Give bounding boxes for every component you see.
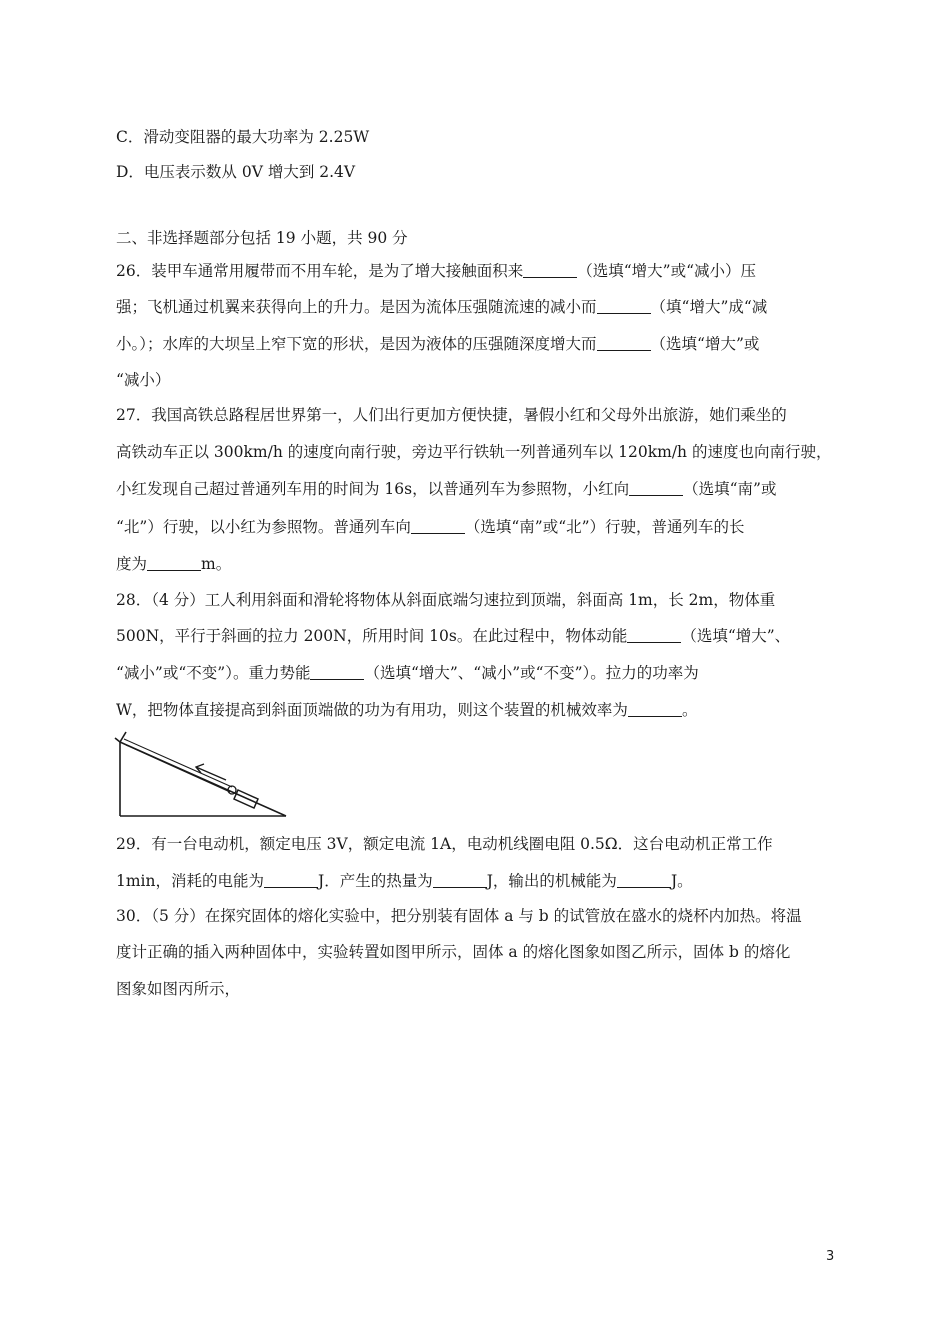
section-heading: 二、非选择题部分包括 19 小题，共 90 分 bbox=[116, 229, 408, 247]
answer-blank[interactable] bbox=[147, 556, 201, 571]
q27-line-5: 度为 m。 bbox=[116, 555, 232, 573]
q29-line-1: 29．有一台电动机，额定电压 3V，额定电流 1A，电动机线圈电阻 0.5Ω．这台电动机正常工作 bbox=[116, 835, 773, 853]
q29-line-2: 1min，消耗的电能为 J．产生的热量为 J，输出的机械能为 J。 bbox=[116, 872, 693, 890]
answer-blank[interactable] bbox=[628, 702, 682, 717]
answer-blank[interactable] bbox=[310, 665, 364, 680]
answer-blank[interactable] bbox=[597, 299, 651, 314]
q26-line-3: 小。）；水库的大坝呈上窄下宽的形状，是因为液体的压强随深度增大而 （选填“增大”或 bbox=[116, 335, 760, 353]
q27-line-4: “北”）行驶，以小红为参照物。普通列车向 （选填“南”或“北”）行驶，普通列车的长 bbox=[116, 518, 745, 536]
q28-line-1: 28．（4 分）工人利用斜面和滑轮将物体从斜面底端匀速拉到顶端，斜面高 1m，长 2m，物体重 bbox=[116, 591, 776, 609]
pulley-bracket-lower bbox=[115, 738, 120, 742]
answer-blank[interactable] bbox=[629, 481, 683, 496]
rope-upper bbox=[124, 739, 232, 787]
q26-line-2: 强；飞机通过机翼来获得向上的升力。是因为流体压强随流速的减小而 （填“增大”成“减 bbox=[116, 298, 768, 316]
q27-line-2: 高铁动车正以 300km/h 的速度向南行驶，旁边平行铁轨一列普通列车以 120km/h 的速度也向南行驶， bbox=[116, 443, 832, 461]
q27-line-1: 27．我国高铁总路程居世界第一，人们出行更加方便快捷，暑假小红和父母外出旅游，她们乘坐的 bbox=[116, 406, 787, 424]
option-d: D．电压表示数从 0V 增大到 2.4V bbox=[116, 163, 356, 181]
answer-blank[interactable] bbox=[617, 873, 671, 888]
q30-line-2: 度计正确的插入两种固体中，实验转置如图甲所示，固体 a 的熔化图象如图乙所示，固体 b 的熔化 bbox=[116, 943, 791, 961]
pulley-bracket bbox=[120, 732, 126, 742]
page-number: 3 bbox=[826, 1249, 835, 1264]
answer-blank[interactable] bbox=[597, 336, 651, 351]
answer-blank[interactable] bbox=[627, 628, 681, 643]
q28-line-2: 500N，平行于斜画的拉力 200N，所用时间 10s。在此过程中，物体动能 （选填“增大”、 bbox=[116, 627, 791, 645]
q28-line-3: “减小”或“不变”）。重力势能 （选填“增大”、“减小”或“不变”）。拉力的功率为 bbox=[116, 664, 699, 682]
q27-line-3: 小红发现自己超过普通列车用的时间为 16s，以普通列车为参照物，小红向 （选填“南”或 bbox=[116, 480, 777, 498]
q26-line-1: 26．装甲车通常用履带而不用车轮，是为了增大接触面积来 （选填“增大”或“减小）压 bbox=[116, 262, 757, 280]
q30-line-1: 30．（5 分）在探究固体的熔化实验中，把分别装有固体 a 与 b 的试管放在盛水的烧杯内加热。将温 bbox=[116, 907, 802, 925]
q30-line-3: 图象如图丙所示， bbox=[116, 980, 241, 998]
answer-blank[interactable] bbox=[264, 873, 318, 888]
inclined-plane-figure bbox=[114, 730, 290, 822]
q26-line-4: “减小） bbox=[116, 371, 171, 389]
answer-blank[interactable] bbox=[411, 519, 465, 534]
option-c: C．滑动变阻器的最大功率为 2.25W bbox=[116, 128, 370, 146]
answer-blank[interactable] bbox=[433, 873, 487, 888]
rope bbox=[126, 745, 230, 792]
answer-blank[interactable] bbox=[523, 263, 577, 278]
q28-line-4: W，把物体直接提高到斜面顶端做的功为有用功，则这个装置的机械效率为 。 bbox=[116, 701, 698, 719]
